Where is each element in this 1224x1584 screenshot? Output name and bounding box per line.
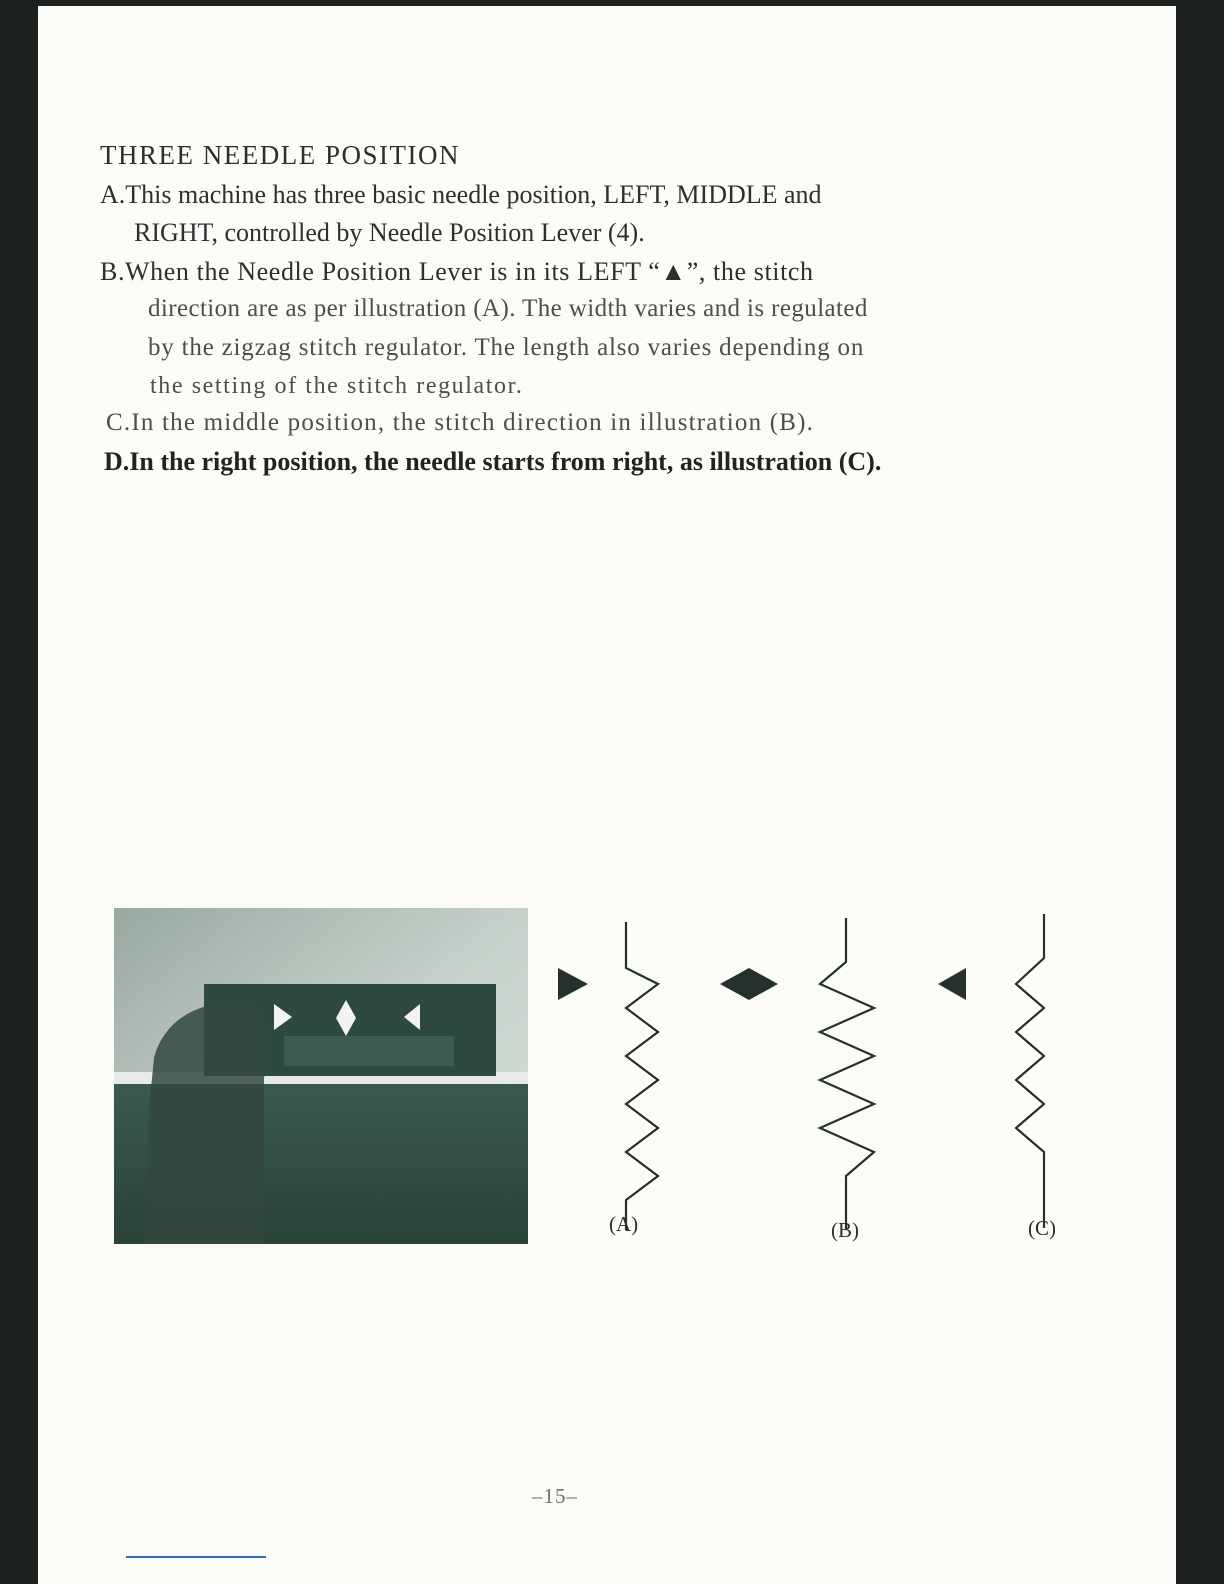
paragraph-line: In the middle position, the stitch direction in illustration (B). <box>131 409 815 436</box>
paragraph-line: This machine has three basic needle position, LEFT, MIDDLE and <box>125 180 822 209</box>
paragraph-a-continued <box>134 214 645 252</box>
paragraph-c <box>106 404 814 442</box>
middle-position-diamond-icon <box>720 968 778 1000</box>
left-position-triangle-icon <box>558 968 588 1000</box>
lever-slot <box>284 1036 454 1066</box>
paragraph-line: the setting of the stitch regulator. <box>150 373 524 399</box>
zigzag-stitch-b <box>820 918 874 1230</box>
paragraph-line: In the right position, the needle starts from right, as illustration (C). <box>129 447 882 476</box>
right-position-triangle-icon <box>938 968 966 1000</box>
page-number: –15– <box>532 1484 578 1508</box>
hand-shadow <box>144 1003 268 1244</box>
paragraph-line: RIGHT, controlled by Needle Position Lever (4). <box>134 218 645 247</box>
paragraph-line: When the Needle Position Lever is in its LEFT “▲”, the stitch <box>125 257 814 286</box>
paragraph-a <box>100 176 822 214</box>
caption-a: (A) <box>609 1212 639 1236</box>
paragraph-marker: B. <box>100 257 126 286</box>
needle-lever-photo <box>114 908 528 1244</box>
paragraph-marker: C. <box>106 409 132 436</box>
zigzag-stitch-a <box>626 922 658 1230</box>
zigzag-stitch-c <box>1016 914 1044 1228</box>
paragraph-b-line-3 <box>148 329 864 367</box>
section-title: THREE NEEDLE POSITION <box>100 140 460 170</box>
paragraph-d <box>104 443 881 481</box>
paragraph-line: direction are as per illustration (A). The width varies and is regulated <box>148 295 868 322</box>
caption-c: (C) <box>1028 1216 1056 1240</box>
paragraph-b <box>100 253 814 291</box>
stitch-diagrams <box>540 900 1100 1260</box>
paragraph-b-line-2 <box>148 290 868 328</box>
paragraph-marker: A. <box>100 180 126 209</box>
caption-b: (B) <box>831 1218 859 1242</box>
paragraph-b-line-4 <box>150 367 524 405</box>
paragraph-marker: D. <box>104 447 130 476</box>
footer-rule <box>126 1556 266 1558</box>
paragraph-line: by the zigzag stitch regulator. The length also varies depending on <box>148 334 865 361</box>
